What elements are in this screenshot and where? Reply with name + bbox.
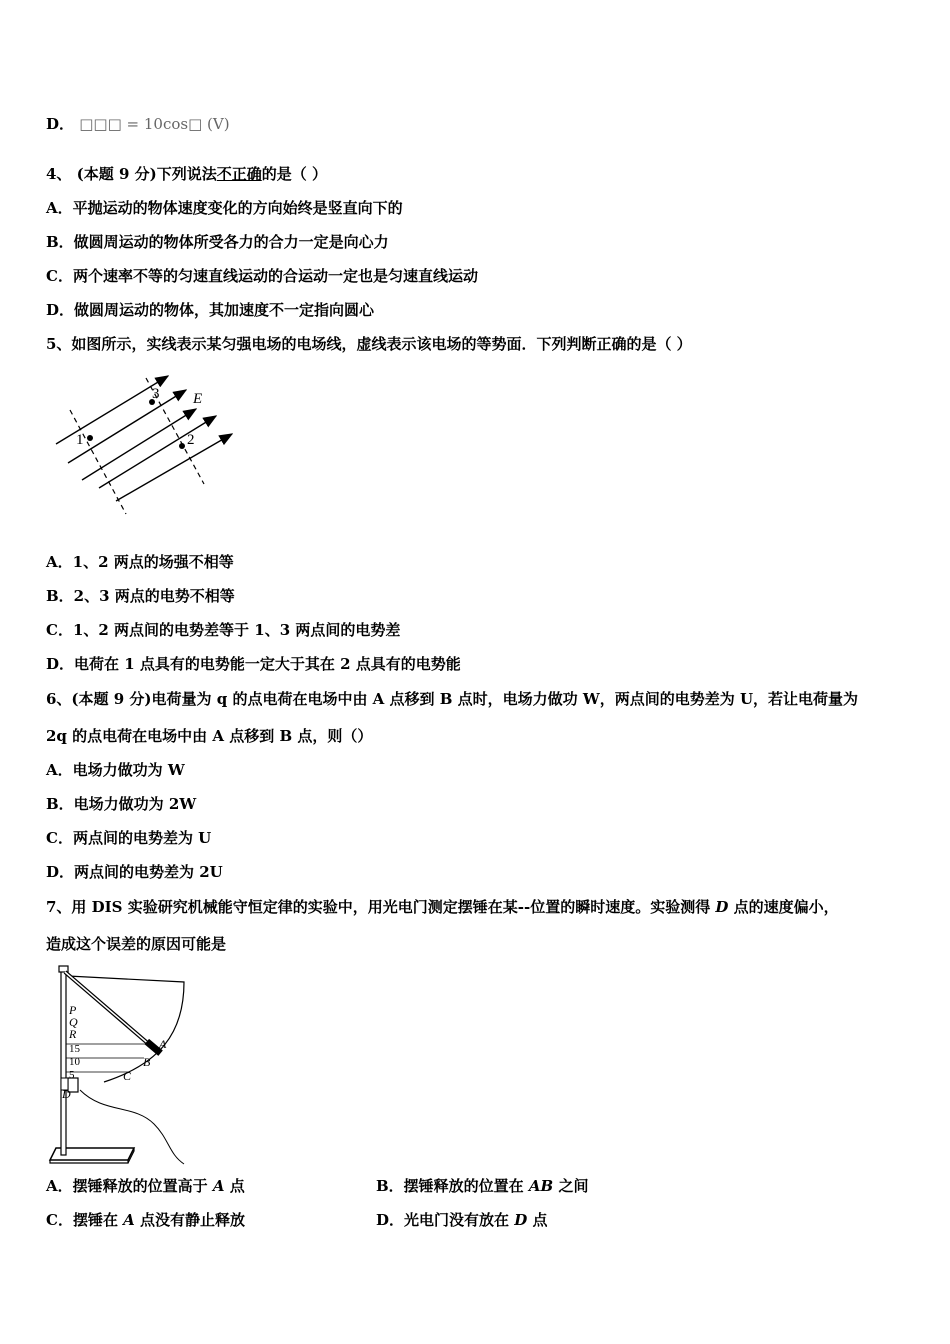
q3-option-d bbox=[46, 114, 230, 134]
label-d: D bbox=[62, 1087, 71, 1101]
label-c: C bbox=[123, 1069, 132, 1083]
q7-option-c bbox=[46, 1210, 245, 1230]
q4-option-d: D．做圆周运动的物体，其加速度不一定指向圆心 bbox=[46, 301, 375, 319]
label-a: A bbox=[159, 1037, 167, 1051]
equipotential-line bbox=[70, 410, 126, 514]
q7-option-a-pre: A．摆锤释放的位置高于 bbox=[46, 1177, 213, 1195]
q7-pendulum-figure bbox=[44, 964, 194, 1166]
q4-stem-suffix: 的是（ ） bbox=[261, 165, 327, 183]
q7-option-c-point: A bbox=[123, 1211, 135, 1229]
q7-option-b-post: 之间 bbox=[553, 1177, 589, 1195]
q6-option-c: C．两点间的电势差为 U bbox=[46, 829, 212, 847]
point-1-label: 1 bbox=[76, 432, 84, 448]
q4-option-c: C．两个速率不等的匀速直线运动的合运动一定也是匀速直线运动 bbox=[46, 267, 478, 285]
q7-stem-line1 bbox=[46, 897, 839, 917]
q7-stem-line2: 造成这个误差的原因可能是 bbox=[46, 935, 227, 953]
q7-stem-line1-b: 点的速度偏小， bbox=[728, 898, 839, 916]
q6-option-a: A．电场力做功为 W bbox=[46, 761, 185, 779]
label-q: Q bbox=[69, 1015, 78, 1029]
q7-stem-point-d: D bbox=[715, 898, 729, 916]
tick-5: 5 bbox=[69, 1069, 75, 1081]
stand-pole bbox=[61, 970, 66, 1155]
label-p: P bbox=[69, 1003, 77, 1017]
q5-option-d: D．电荷在 1 点具有的电势能一定大于其在 2 点具有的电势能 bbox=[46, 655, 461, 673]
point-2-label: 2 bbox=[187, 432, 195, 448]
label-r: R bbox=[69, 1027, 77, 1041]
q7-option-a-post: 点 bbox=[224, 1177, 245, 1195]
q7-option-a-point: A bbox=[212, 1177, 225, 1195]
q5-electric-field-figure bbox=[46, 366, 246, 516]
q5-option-b: B．2、3 两点的电势不相等 bbox=[46, 587, 235, 605]
q4-option-a: A．平抛运动的物体速度变化的方向始终是竖直向下的 bbox=[46, 199, 403, 217]
point-3-label: 3 bbox=[152, 386, 160, 402]
q4-stem bbox=[46, 164, 327, 184]
q7-option-c-post: 点没有静止释放 bbox=[134, 1211, 246, 1229]
q6-stem-line1: 6、(本题 9 分)电荷量为 q 的点电荷在电场中由 A 点移到 B 点时，电场力做功 W，两点间的电势差为 U，若让电荷量为 bbox=[46, 690, 859, 708]
q7-option-d-post: 点 bbox=[527, 1211, 548, 1229]
q4-stem-underline: 不正确 bbox=[216, 165, 262, 183]
q3-option-d-label: D． bbox=[46, 115, 75, 133]
q6-stem-line2: 2q 的点电荷在电场中由 A 点移到 B 点，则（） bbox=[46, 727, 373, 745]
tick-10: 10 bbox=[69, 1056, 80, 1068]
tick-15: 15 bbox=[69, 1043, 80, 1055]
q6-option-b: B．电场力做功为 2W bbox=[46, 795, 197, 813]
q7-stem-line1-a: 7、用 DIS 实验研究机械能守恒定律的实验中，用光电门测定摆锤在某--位置的瞬时速度。实验测得 bbox=[46, 898, 716, 916]
point-1 bbox=[87, 435, 93, 441]
q4-stem-prefix: 4、 (本题 9 分)下列说法 bbox=[46, 165, 217, 183]
point-2 bbox=[179, 443, 185, 449]
label-b: B bbox=[143, 1055, 151, 1069]
q7-option-c-pre: C．摆锤在 bbox=[46, 1211, 124, 1229]
q7-option-b bbox=[376, 1176, 588, 1196]
q5-option-c: C．1、2 两点间的电势差等于 1、3 两点间的电势差 bbox=[46, 621, 401, 639]
q7-option-d-point: D bbox=[514, 1211, 528, 1229]
field-label-e: E bbox=[193, 391, 203, 407]
q4-option-b: B．做圆周运动的物体所受各力的合力一定是向心力 bbox=[46, 233, 389, 251]
q5-stem: 5、如图所示，实线表示某匀强电场的电场线，虚线表示该电场的等势面．下列判断正确的是（ ） bbox=[46, 335, 692, 353]
q7-option-b-pre: B．摆锤释放的位置在 bbox=[376, 1177, 529, 1195]
q7-option-a bbox=[46, 1176, 245, 1196]
q7-option-d-pre: D．光电门没有放在 bbox=[376, 1211, 515, 1229]
q6-option-d: D．两点间的电势差为 2U bbox=[46, 863, 223, 881]
q3-option-d-formula: □□□ = 10cos□ (V) bbox=[79, 115, 230, 133]
q7-option-b-point: AB bbox=[528, 1177, 554, 1195]
q7-option-d bbox=[376, 1210, 547, 1230]
q5-option-a: A．1、2 两点的场强不相等 bbox=[46, 553, 234, 571]
